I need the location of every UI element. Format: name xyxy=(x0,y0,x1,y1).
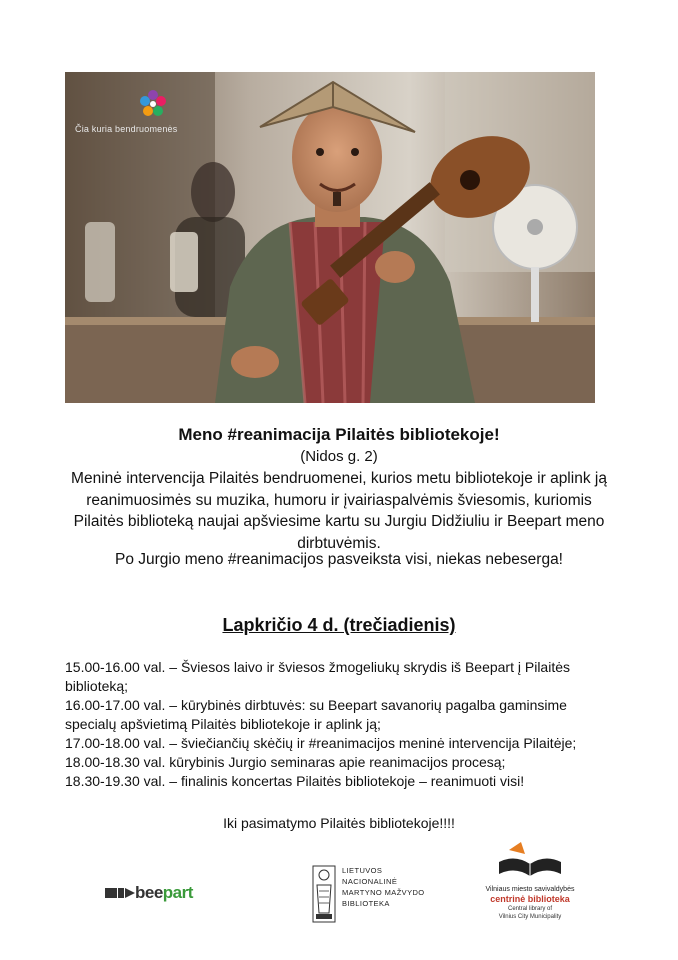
vilnius-library-en-2: Vilnius City Municipality xyxy=(498,914,562,920)
event-closing: Iki pasimatymo Pilaitės bibliotekoje!!!! xyxy=(223,815,455,831)
intro-line: dirbtuvėmis. xyxy=(297,534,381,552)
event-title: Meno #reanimacija Pilaitės bibliotekoje! xyxy=(178,425,500,444)
lnb-emblem-icon xyxy=(312,865,336,923)
vilnius-library-logo xyxy=(470,840,590,921)
schedule-line: 18.30-19.30 val. – finalinis koncertas Pilaitės bibliotekoje – reanimuoti visi! xyxy=(65,773,525,789)
intro-line: Pilaitės biblioteką naujai apšviesime kartu su Jurgiu Didžiuliu ir Beepart meno xyxy=(73,513,605,530)
event-schedule xyxy=(65,658,625,791)
lnb-logo xyxy=(312,865,425,923)
photo-brand-text: Čia kuria bendruomenės xyxy=(75,124,178,134)
schedule-line: 17.00-18.00 val. – šviečiančių skėčių ir #reanimacijos meninė intervencija Pilaitėje; xyxy=(65,735,577,751)
lnb-text: LIETUVOS NACIONALINĖ MARTYNO MAŽVYDO BIBLIOTEKA xyxy=(342,866,425,908)
beepart-logo xyxy=(105,884,193,902)
event-intro xyxy=(60,468,618,554)
schedule-line: specialų apšvietimą Pilaitės bibliotekoje ir aplink ją; xyxy=(65,716,381,732)
open-book-icon xyxy=(495,840,565,880)
vilnius-library-en-1: Central library of xyxy=(507,906,552,912)
event-slogan: Po Jurgio meno #reanimacijos pasveiksta visi, niekas nebeserga! xyxy=(114,551,563,568)
beepart-wordmark: beepart xyxy=(135,883,193,902)
photo-illustration xyxy=(65,72,595,403)
intro-line: Meninė intervencija Pilaitės bendruomenei, kurios metu bibliotekoje ir aplink ją xyxy=(71,470,607,487)
event-date-heading: Lapkričio 4 d. (trečiadienis) xyxy=(222,615,456,635)
schedule-line: biblioteką; xyxy=(65,678,129,694)
vilnius-library-name: centrinė biblioteka xyxy=(490,894,570,904)
event-photo xyxy=(65,72,595,403)
vilnius-library-line1: Vilniaus miesto savivaldybės xyxy=(485,886,575,893)
schedule-line: 16.00-17.00 val. – kūrybinės dirbtuvės: su Beepart savanorių pagalba gaminsime xyxy=(65,697,567,713)
schedule-line: 18.00-18.30 val. kūrybinis Jurgio seminaras apie reanimacijos procesą; xyxy=(65,754,506,770)
beepart-mark-icon xyxy=(105,886,135,900)
intro-line: reanimuosimės su muzika, humoru ir įvairiaspalvėmis šviesomis, kuriomis xyxy=(86,491,592,509)
event-address: (Nidos g. 2) xyxy=(300,448,378,465)
schedule-line: 15.00-16.00 val. – Šviesos laivo ir šviesos žmogeliukų skrydis iš Beepart į Pilaitės xyxy=(65,659,571,675)
